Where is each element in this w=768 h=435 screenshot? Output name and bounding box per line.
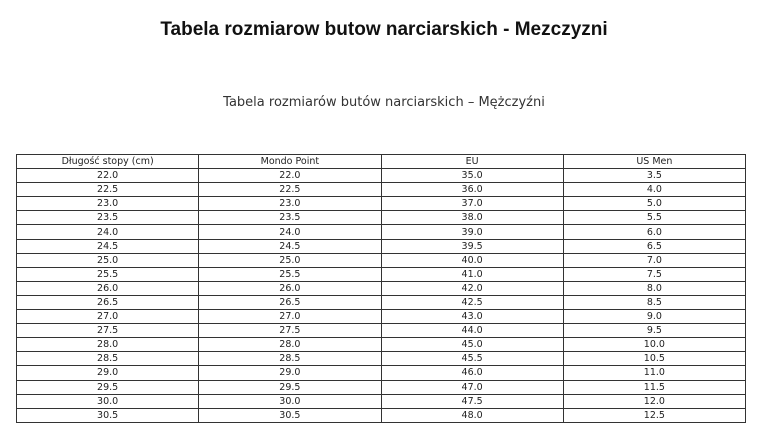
cell-foot-length: 29.0 bbox=[17, 366, 199, 380]
column-header-foot-length: Długość stopy (cm) bbox=[17, 155, 199, 169]
cell-foot-length: 30.5 bbox=[17, 408, 199, 422]
table-row bbox=[17, 253, 746, 267]
cell-foot-length: 28.0 bbox=[17, 338, 199, 352]
cell-eu: 41.0 bbox=[381, 267, 563, 281]
table-row bbox=[17, 267, 746, 281]
cell-foot-length: 23.5 bbox=[17, 211, 199, 225]
table-row bbox=[17, 394, 746, 408]
cell-us-men: 10.0 bbox=[563, 338, 745, 352]
cell-eu: 46.0 bbox=[381, 366, 563, 380]
cell-foot-length: 24.0 bbox=[17, 225, 199, 239]
cell-foot-length: 27.5 bbox=[17, 324, 199, 338]
cell-eu: 39.5 bbox=[381, 239, 563, 253]
table-row bbox=[17, 380, 746, 394]
cell-us-men: 3.5 bbox=[563, 169, 745, 183]
cell-us-men: 11.0 bbox=[563, 366, 745, 380]
table-row bbox=[17, 183, 746, 197]
cell-mondo-point: 23.5 bbox=[199, 211, 381, 225]
cell-mondo-point: 24.0 bbox=[199, 225, 381, 239]
size-table bbox=[16, 154, 746, 423]
table-header-row bbox=[17, 155, 746, 169]
table-row bbox=[17, 352, 746, 366]
cell-us-men: 12.5 bbox=[563, 408, 745, 422]
cell-mondo-point: 26.5 bbox=[199, 295, 381, 309]
cell-eu: 40.0 bbox=[381, 253, 563, 267]
cell-eu: 39.0 bbox=[381, 225, 563, 239]
cell-mondo-point: 29.0 bbox=[199, 366, 381, 380]
cell-mondo-point: 28.5 bbox=[199, 352, 381, 366]
table-row bbox=[17, 338, 746, 352]
table-row bbox=[17, 295, 746, 309]
table-row bbox=[17, 225, 746, 239]
cell-eu: 35.0 bbox=[381, 169, 563, 183]
table-row bbox=[17, 239, 746, 253]
cell-mondo-point: 30.0 bbox=[199, 394, 381, 408]
cell-eu: 45.5 bbox=[381, 352, 563, 366]
cell-us-men: 9.5 bbox=[563, 324, 745, 338]
cell-eu: 42.5 bbox=[381, 295, 563, 309]
cell-eu: 37.0 bbox=[381, 197, 563, 211]
table-row bbox=[17, 310, 746, 324]
cell-us-men: 7.5 bbox=[563, 267, 745, 281]
cell-us-men: 4.0 bbox=[563, 183, 745, 197]
table-caption: Tabela rozmiarów butów narciarskich – Mężczyźni bbox=[223, 95, 545, 110]
cell-mondo-point: 27.0 bbox=[199, 310, 381, 324]
cell-eu: 36.0 bbox=[381, 183, 563, 197]
cell-foot-length: 22.5 bbox=[17, 183, 199, 197]
cell-foot-length: 22.0 bbox=[17, 169, 199, 183]
cell-foot-length: 24.5 bbox=[17, 239, 199, 253]
cell-foot-length: 29.5 bbox=[17, 380, 199, 394]
cell-mondo-point: 30.5 bbox=[199, 408, 381, 422]
cell-eu: 44.0 bbox=[381, 324, 563, 338]
cell-eu: 47.0 bbox=[381, 380, 563, 394]
cell-foot-length: 30.0 bbox=[17, 394, 199, 408]
cell-mondo-point: 24.5 bbox=[199, 239, 381, 253]
cell-foot-length: 26.0 bbox=[17, 281, 199, 295]
cell-us-men: 11.5 bbox=[563, 380, 745, 394]
cell-mondo-point: 25.0 bbox=[199, 253, 381, 267]
cell-foot-length: 27.0 bbox=[17, 310, 199, 324]
cell-eu: 43.0 bbox=[381, 310, 563, 324]
cell-mondo-point: 22.5 bbox=[199, 183, 381, 197]
table-row bbox=[17, 169, 746, 183]
table-row bbox=[17, 211, 746, 225]
cell-us-men: 6.0 bbox=[563, 225, 745, 239]
cell-mondo-point: 23.0 bbox=[199, 197, 381, 211]
cell-foot-length: 25.5 bbox=[17, 267, 199, 281]
table-row bbox=[17, 197, 746, 211]
cell-us-men: 5.5 bbox=[563, 211, 745, 225]
column-header-mondo-point: Mondo Point bbox=[199, 155, 381, 169]
column-header-eu: EU bbox=[381, 155, 563, 169]
cell-eu: 38.0 bbox=[381, 211, 563, 225]
cell-eu: 48.0 bbox=[381, 408, 563, 422]
table-row bbox=[17, 324, 746, 338]
cell-foot-length: 28.5 bbox=[17, 352, 199, 366]
cell-eu: 42.0 bbox=[381, 281, 563, 295]
table-row bbox=[17, 366, 746, 380]
cell-us-men: 8.0 bbox=[563, 281, 745, 295]
column-header-us-men: US Men bbox=[563, 155, 745, 169]
cell-mondo-point: 29.5 bbox=[199, 380, 381, 394]
cell-us-men: 10.5 bbox=[563, 352, 745, 366]
cell-us-men: 7.0 bbox=[563, 253, 745, 267]
cell-us-men: 8.5 bbox=[563, 295, 745, 309]
cell-us-men: 9.0 bbox=[563, 310, 745, 324]
cell-eu: 47.5 bbox=[381, 394, 563, 408]
table-body bbox=[17, 169, 746, 423]
cell-foot-length: 25.0 bbox=[17, 253, 199, 267]
cell-us-men: 6.5 bbox=[563, 239, 745, 253]
cell-mondo-point: 26.0 bbox=[199, 281, 381, 295]
table-row bbox=[17, 281, 746, 295]
cell-mondo-point: 25.5 bbox=[199, 267, 381, 281]
cell-us-men: 5.0 bbox=[563, 197, 745, 211]
table-row bbox=[17, 408, 746, 422]
cell-foot-length: 26.5 bbox=[17, 295, 199, 309]
cell-mondo-point: 28.0 bbox=[199, 338, 381, 352]
cell-us-men: 12.0 bbox=[563, 394, 745, 408]
cell-foot-length: 23.0 bbox=[17, 197, 199, 211]
page-title: Tabela rozmiarow butow narciarskich - Mezczyzni bbox=[160, 19, 608, 40]
cell-eu: 45.0 bbox=[381, 338, 563, 352]
cell-mondo-point: 22.0 bbox=[199, 169, 381, 183]
cell-mondo-point: 27.5 bbox=[199, 324, 381, 338]
